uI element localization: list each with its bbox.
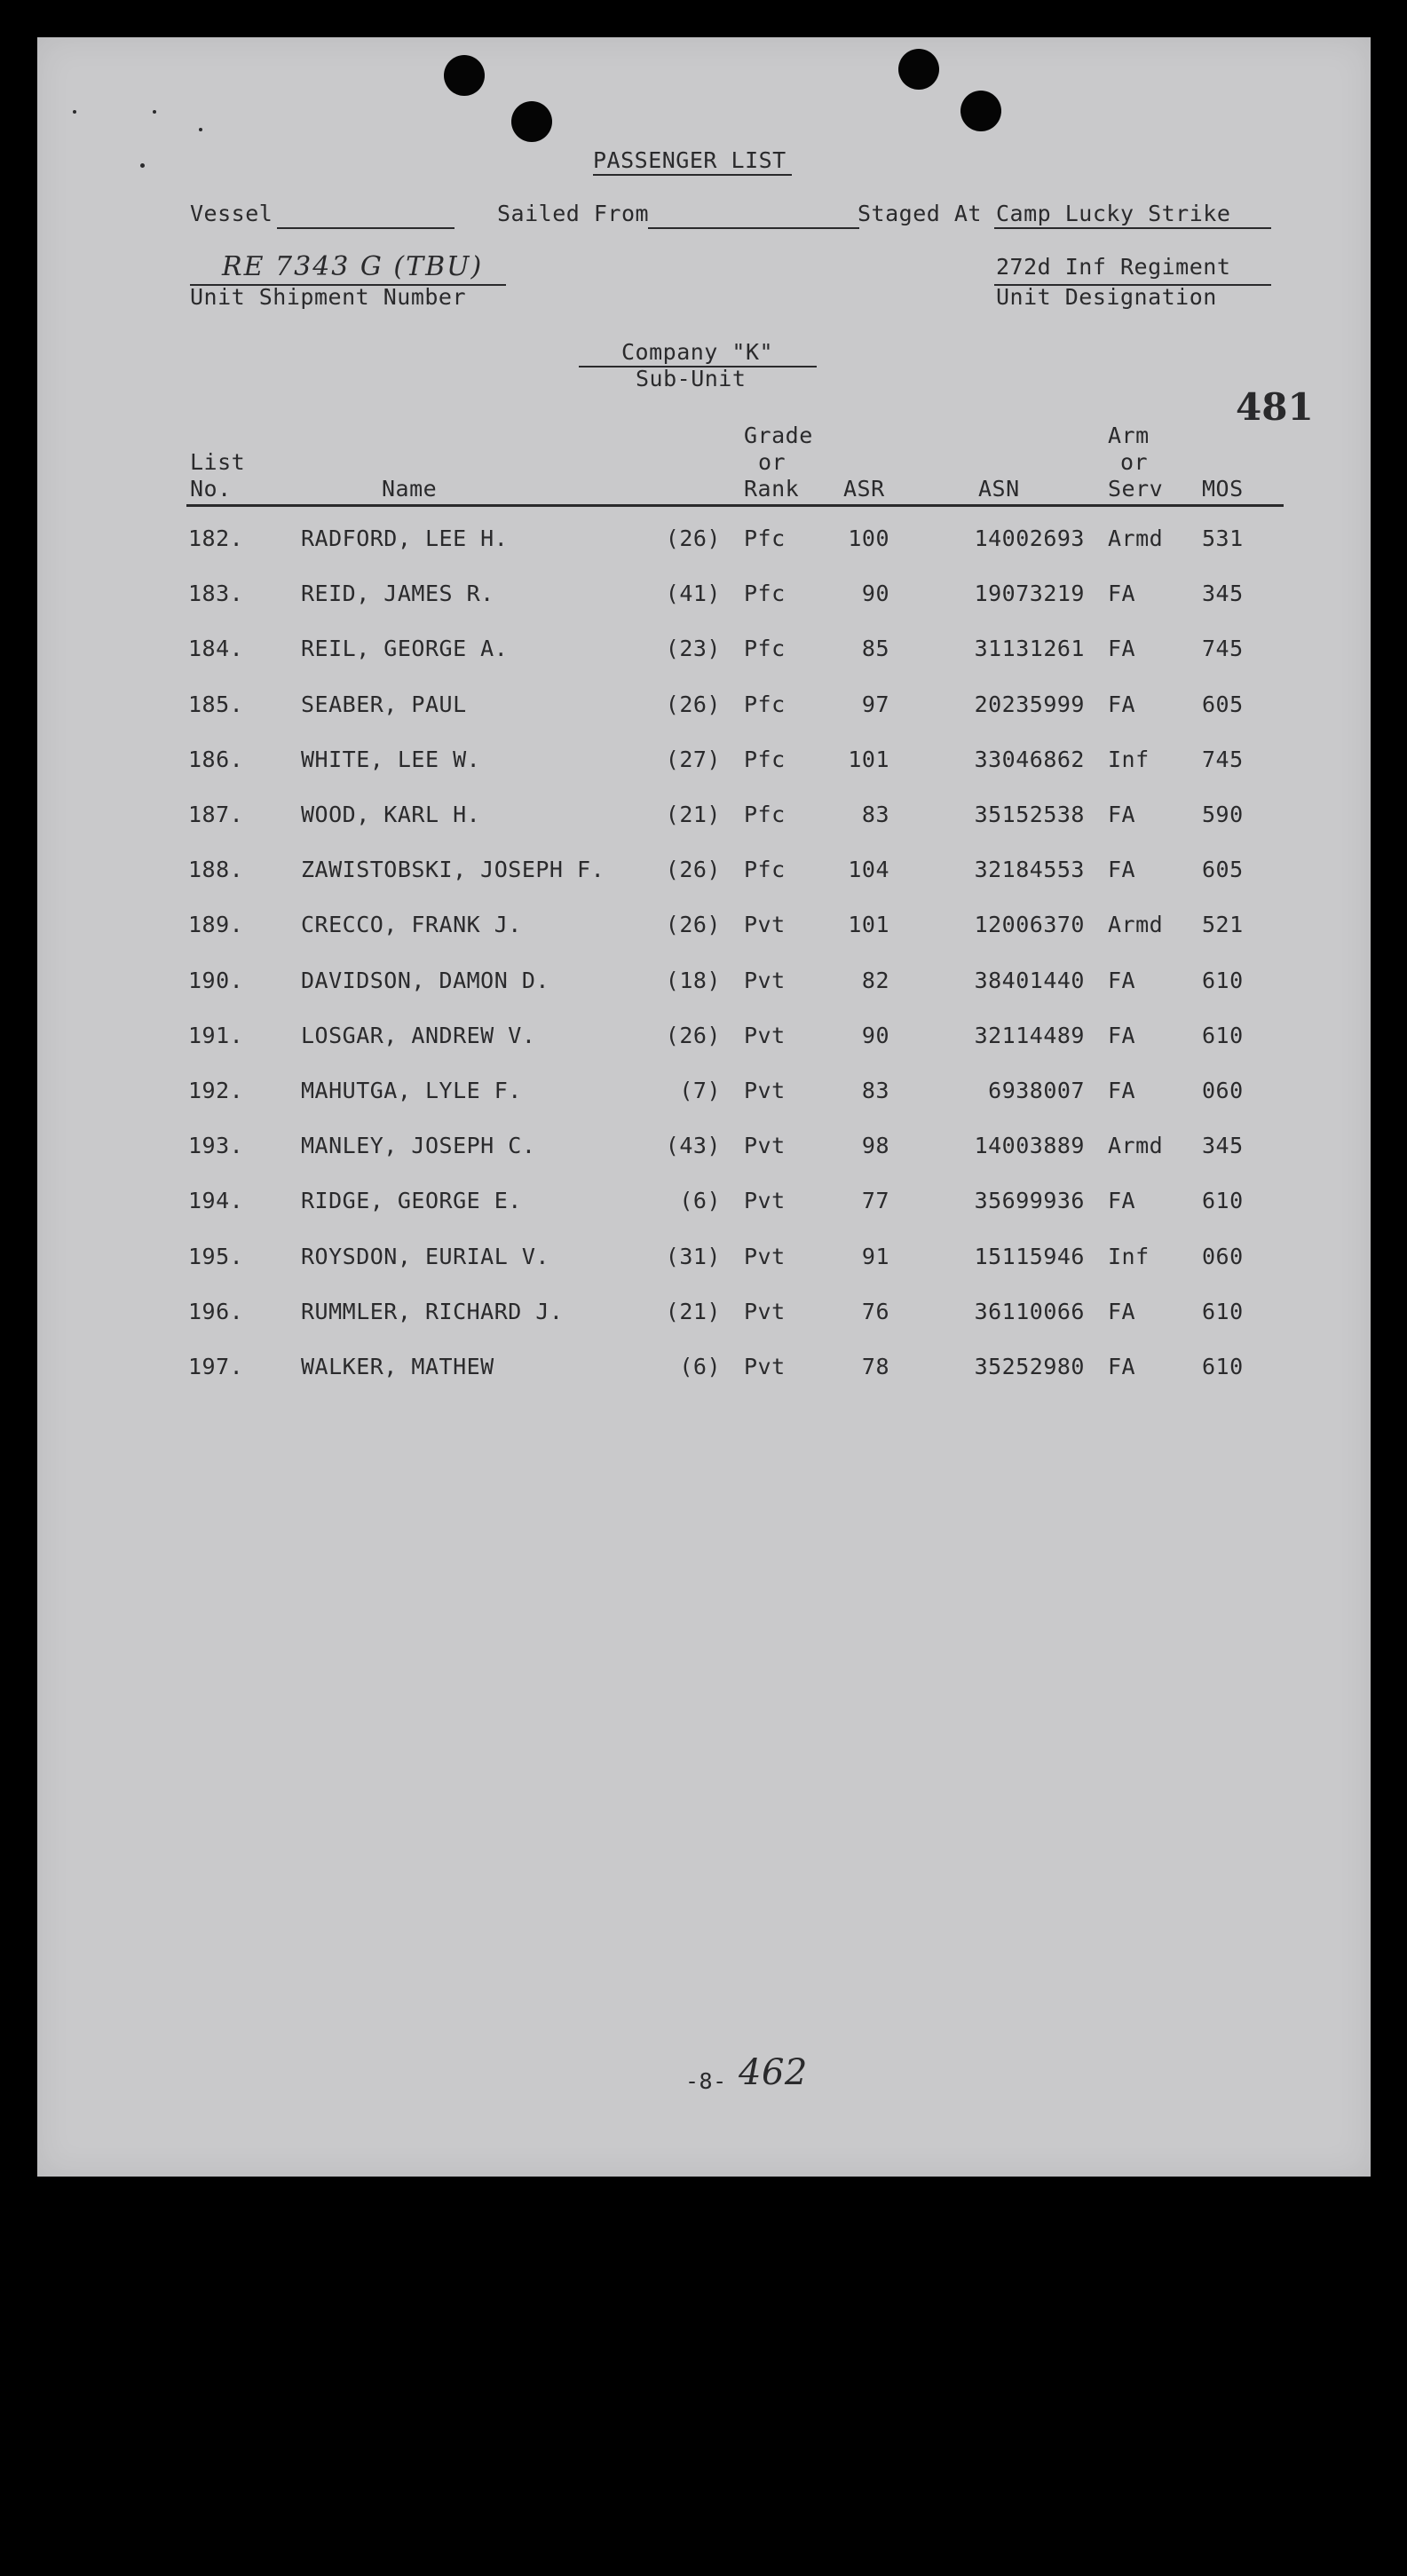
asn-value: 35152538 xyxy=(974,802,1085,827)
mos-value: 605 xyxy=(1202,691,1244,717)
mos-value: 345 xyxy=(1202,1133,1244,1159)
asn-value: 35252980 xyxy=(974,1354,1085,1379)
age-value: (18) xyxy=(665,967,721,993)
list-number: 187. xyxy=(188,802,244,827)
vessel-label: Vessel xyxy=(190,201,273,226)
sailed-from-label: Sailed From xyxy=(497,201,650,226)
asr-value: 78 xyxy=(861,1354,889,1379)
age-value: (6) xyxy=(679,1354,721,1379)
header-serv: Serv xyxy=(1108,476,1164,502)
header-asr: ASR xyxy=(843,476,885,502)
arm-value: FA xyxy=(1108,857,1136,883)
passenger-name: WALKER, MATHEW xyxy=(301,1354,494,1379)
arm-value: Armd xyxy=(1108,1133,1164,1159)
asn-value: 6938007 xyxy=(988,1078,1085,1103)
table-row xyxy=(37,1133,1371,1168)
staged-at-value: Camp Lucky Strike xyxy=(996,201,1231,226)
table-row xyxy=(37,912,1371,947)
unit-designation-label: Unit Designation xyxy=(996,284,1217,310)
unit-shipment-number-value: RE 7343 G (TBU) xyxy=(222,251,484,282)
asn-value: 12006370 xyxy=(974,912,1085,938)
grade-value: Pvt xyxy=(744,1354,786,1379)
passenger-name: DAVIDSON, DAMON D. xyxy=(301,967,549,993)
document-page xyxy=(37,37,1371,2177)
asn-value: 36110066 xyxy=(974,1298,1085,1324)
arm-value: FA xyxy=(1108,581,1136,607)
arm-value: Inf xyxy=(1108,746,1150,772)
table-row xyxy=(37,691,1371,727)
asr-value: 90 xyxy=(861,1022,889,1048)
asr-value: 90 xyxy=(861,581,889,607)
arm-value: Armd xyxy=(1108,525,1164,551)
passenger-name: RUMMLER, RICHARD J. xyxy=(301,1298,564,1324)
table-row xyxy=(37,1023,1371,1058)
table-row xyxy=(37,857,1371,892)
list-number: 190. xyxy=(188,967,244,993)
mos-value: 610 xyxy=(1202,1354,1244,1379)
table-row xyxy=(37,1299,1371,1334)
mos-value: 745 xyxy=(1202,746,1244,772)
list-number: 185. xyxy=(188,691,244,717)
grade-value: Pvt xyxy=(744,1298,786,1324)
age-value: (41) xyxy=(665,581,721,607)
asr-value: 83 xyxy=(861,1078,889,1103)
asr-value: 77 xyxy=(861,1188,889,1214)
passenger-name: RADFORD, LEE H. xyxy=(301,525,509,551)
asr-value: 104 xyxy=(848,857,889,883)
table-row xyxy=(37,968,1371,1003)
table-row xyxy=(37,1188,1371,1223)
unit-designation-value: 272d Inf Regiment xyxy=(996,254,1231,280)
mos-value: 605 xyxy=(1202,857,1244,883)
list-number: 188. xyxy=(188,857,244,883)
list-number: 194. xyxy=(188,1188,244,1214)
list-number: 196. xyxy=(188,1298,244,1324)
staged-at-label: Staged At xyxy=(858,201,982,226)
list-number: 189. xyxy=(188,912,244,938)
grade-value: Pfc xyxy=(744,636,786,662)
age-value: (26) xyxy=(665,857,721,883)
asr-value: 91 xyxy=(861,1243,889,1269)
sub-unit-value: Company "K" xyxy=(621,339,774,365)
table-row xyxy=(37,525,1371,561)
asr-value: 76 xyxy=(861,1298,889,1324)
grade-value: Pfc xyxy=(744,581,786,607)
asn-value: 20235999 xyxy=(974,691,1085,717)
age-value: (26) xyxy=(665,525,721,551)
asn-value: 14002693 xyxy=(974,525,1085,551)
asn-value: 19073219 xyxy=(974,581,1085,607)
table-row xyxy=(37,802,1371,837)
grade-value: Pvt xyxy=(744,967,786,993)
grade-value: Pfc xyxy=(744,802,786,827)
list-number: 197. xyxy=(188,1354,244,1379)
mos-value: 521 xyxy=(1202,912,1244,938)
age-value: (26) xyxy=(665,691,721,717)
asr-value: 98 xyxy=(861,1133,889,1159)
table-row xyxy=(37,581,1371,616)
grade-value: Pvt xyxy=(744,1133,786,1159)
header-list: List xyxy=(190,449,246,475)
passenger-name: ZAWISTOBSKI, JOSEPH F. xyxy=(301,857,605,883)
list-number: 191. xyxy=(188,1022,244,1048)
punch-hole xyxy=(898,49,939,90)
mos-value: 060 xyxy=(1202,1243,1244,1269)
list-number: 186. xyxy=(188,746,244,772)
asr-value: 97 xyxy=(861,691,889,717)
age-value: (21) xyxy=(665,802,721,827)
arm-value: FA xyxy=(1108,1298,1136,1324)
unit-shipment-number-label: Unit Shipment Number xyxy=(190,284,467,310)
age-value: (27) xyxy=(665,746,721,772)
grade-value: Pvt xyxy=(744,1078,786,1103)
arm-value: FA xyxy=(1108,1354,1136,1379)
header-name: Name xyxy=(382,476,438,502)
header-mos: MOS xyxy=(1202,476,1244,502)
asr-value: 100 xyxy=(848,525,889,551)
table-row xyxy=(37,1354,1371,1389)
passenger-name: MAHUTGA, LYLE F. xyxy=(301,1078,522,1103)
age-value: (23) xyxy=(665,636,721,662)
asn-value: 38401440 xyxy=(974,967,1085,993)
vessel-blank-line xyxy=(277,227,455,229)
age-value: (26) xyxy=(665,1022,721,1048)
arm-value: FA xyxy=(1108,1188,1136,1214)
header-arm-or: or xyxy=(1120,449,1149,475)
passenger-name: SEABER, PAUL xyxy=(301,691,467,717)
arm-value: FA xyxy=(1108,1022,1136,1048)
speck xyxy=(153,110,156,114)
header-grade: Grade xyxy=(744,423,813,448)
header-asn: ASN xyxy=(978,476,1020,502)
passenger-name: ROYSDON, EURIAL V. xyxy=(301,1243,549,1269)
list-number: 184. xyxy=(188,636,244,662)
header-no: No. xyxy=(190,476,232,502)
list-number: 192. xyxy=(188,1078,244,1103)
mos-value: 060 xyxy=(1202,1078,1244,1103)
passenger-name: WHITE, LEE W. xyxy=(301,746,481,772)
asr-value: 82 xyxy=(861,967,889,993)
list-number: 182. xyxy=(188,525,244,551)
footer-handwritten-number: 462 xyxy=(739,2052,808,2093)
table-row xyxy=(37,1078,1371,1113)
header-grade-or: or xyxy=(758,449,786,475)
asn-value: 32184553 xyxy=(974,857,1085,883)
arm-value: FA xyxy=(1108,967,1136,993)
passenger-name: RIDGE, GEORGE E. xyxy=(301,1188,522,1214)
passenger-name: REIL, GEORGE A. xyxy=(301,636,509,662)
header-rank: Rank xyxy=(744,476,800,502)
mos-value: 610 xyxy=(1202,1022,1244,1048)
mos-value: 745 xyxy=(1202,636,1244,662)
mos-value: 610 xyxy=(1202,967,1244,993)
arm-value: Inf xyxy=(1108,1243,1150,1269)
header-arm: Arm xyxy=(1108,423,1150,448)
passenger-name: MANLEY, JOSEPH C. xyxy=(301,1133,536,1159)
asr-value: 101 xyxy=(848,746,889,772)
list-number: 195. xyxy=(188,1243,244,1269)
sailed-from-blank-line xyxy=(648,227,859,229)
document-title: PASSENGER LIST xyxy=(593,147,786,173)
punch-hole xyxy=(511,101,552,142)
grade-value: Pfc xyxy=(744,746,786,772)
asn-value: 31131261 xyxy=(974,636,1085,662)
speck xyxy=(199,128,202,131)
grade-value: Pfc xyxy=(744,525,786,551)
age-value: (21) xyxy=(665,1298,721,1324)
grade-value: Pvt xyxy=(744,1243,786,1269)
arm-value: FA xyxy=(1108,691,1136,717)
mos-value: 610 xyxy=(1202,1188,1244,1214)
mos-value: 590 xyxy=(1202,802,1244,827)
mos-value: 345 xyxy=(1202,581,1244,607)
age-value: (7) xyxy=(679,1078,721,1103)
age-value: (31) xyxy=(665,1243,721,1269)
asr-value: 83 xyxy=(861,802,889,827)
title-underline xyxy=(593,174,792,176)
table-row xyxy=(37,636,1371,671)
passenger-name: REID, JAMES R. xyxy=(301,581,494,607)
header-rule xyxy=(186,504,1284,507)
arm-value: FA xyxy=(1108,802,1136,827)
grade-value: Pvt xyxy=(744,1022,786,1048)
stamped-page-number: 481 xyxy=(1236,385,1314,429)
asn-value: 33046862 xyxy=(974,746,1085,772)
asr-value: 85 xyxy=(861,636,889,662)
arm-value: FA xyxy=(1108,636,1136,662)
punch-hole xyxy=(444,55,485,96)
age-value: (6) xyxy=(679,1188,721,1214)
passenger-name: WOOD, KARL H. xyxy=(301,802,481,827)
mos-value: 531 xyxy=(1202,525,1244,551)
asn-value: 15115946 xyxy=(974,1243,1085,1269)
arm-value: Armd xyxy=(1108,912,1164,938)
table-row xyxy=(37,747,1371,782)
table-row xyxy=(37,1244,1371,1279)
speck xyxy=(140,163,145,168)
arm-value: FA xyxy=(1108,1078,1136,1103)
staged-at-underline xyxy=(994,227,1271,229)
list-number: 183. xyxy=(188,581,244,607)
sub-unit-label: Sub-Unit xyxy=(636,366,747,391)
grade-value: Pvt xyxy=(744,912,786,938)
grade-value: Pvt xyxy=(744,1188,786,1214)
passenger-name: LOSGAR, ANDREW V. xyxy=(301,1022,536,1048)
age-value: (43) xyxy=(665,1133,721,1159)
list-number: 193. xyxy=(188,1133,244,1159)
mos-value: 610 xyxy=(1202,1298,1244,1324)
asn-value: 32114489 xyxy=(974,1022,1085,1048)
grade-value: Pfc xyxy=(744,691,786,717)
footer-page-number: -8- xyxy=(685,2068,727,2094)
age-value: (26) xyxy=(665,912,721,938)
passenger-name: CRECCO, FRANK J. xyxy=(301,912,522,938)
asn-value: 35699936 xyxy=(974,1188,1085,1214)
grade-value: Pfc xyxy=(744,857,786,883)
asn-value: 14003889 xyxy=(974,1133,1085,1159)
punch-hole xyxy=(960,91,1001,131)
speck xyxy=(73,110,76,114)
asr-value: 101 xyxy=(848,912,889,938)
